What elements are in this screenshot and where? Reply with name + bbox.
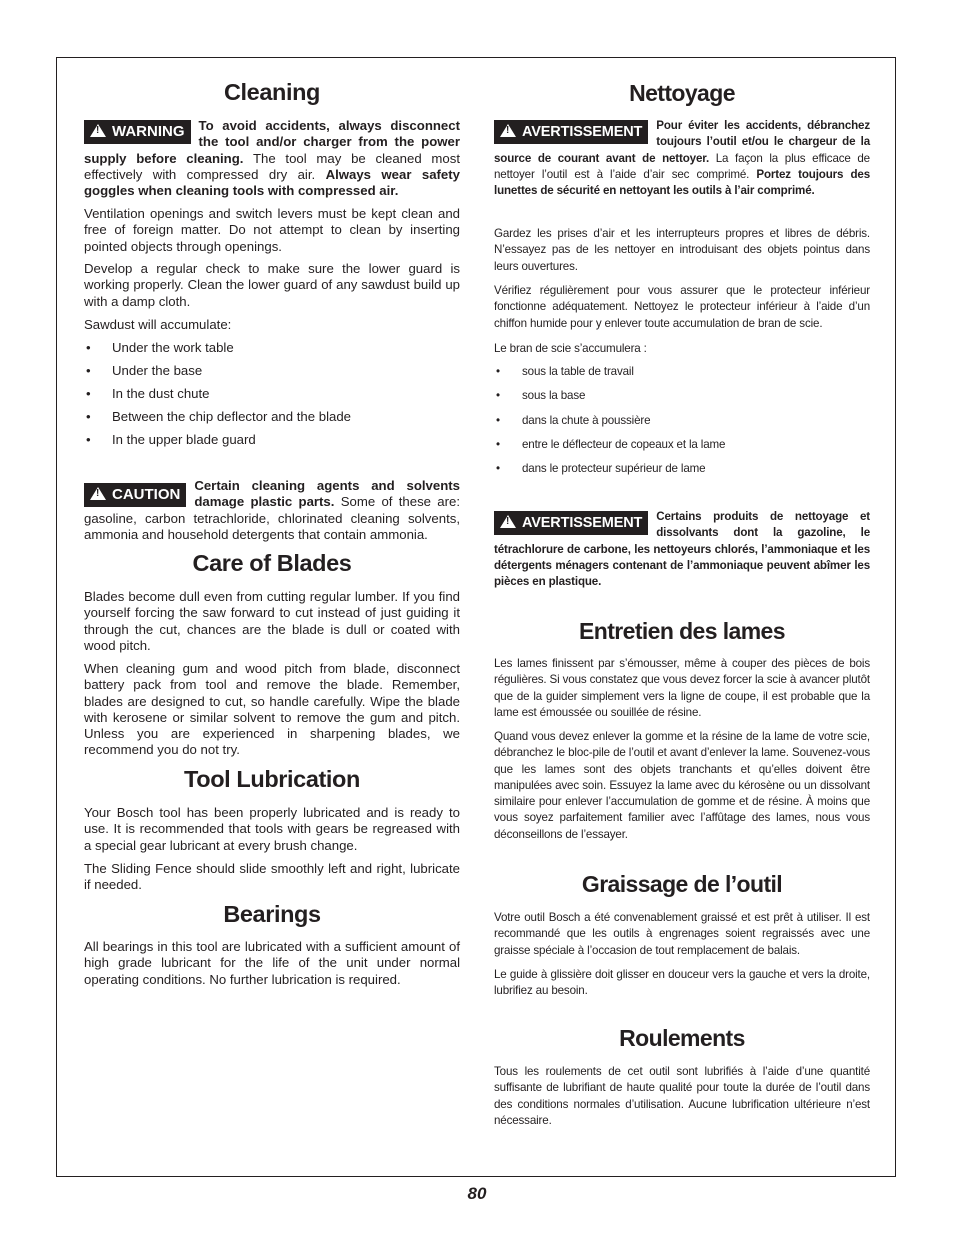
- list-item: • dans la chute à poussière: [494, 413, 870, 429]
- list-item: • In the dust chute: [84, 386, 460, 402]
- avertissement-bold-text: Pour éviter les accidents, débranchez toujours l’outil et/ou le chargeur de la source de courant avant de nettoyer.: [494, 119, 870, 165]
- avertissement-caution-block: [494, 509, 870, 590]
- warning-triangle-icon: [90, 487, 106, 500]
- roulements-heading: Roulements: [619, 1025, 745, 1051]
- avertissement-text: La façon la plus efficace de nettoyer l’outil est à l’aide d’air sec comprimé.: [494, 151, 870, 181]
- list-item: • Under the work table: [84, 340, 460, 356]
- list-item: • sous la base: [494, 388, 870, 404]
- blades-paragraph: Blades become dull even from cutting regular lumber. If you find yourself forcing the saw forward to cut instead of just guiding it through the cut, chances are the blade is dull or coated with wood pitch.: [84, 589, 460, 653]
- entretien-des-lames-heading: Entretien des lames: [579, 618, 785, 644]
- warning-text: The tool may be cleaned most effectively with compressed dry air.: [84, 150, 460, 182]
- cleaning-heading: Cleaning: [223, 79, 321, 105]
- nettoyage-heading: Nettoyage: [629, 80, 735, 106]
- lubrication-paragraph: The Sliding Fence should slide smoothly left and right, lubricate if needed.: [84, 861, 460, 893]
- warning-triangle-icon: [500, 124, 516, 137]
- cleaning-warning-block: [84, 118, 460, 199]
- bran-de-scie-list: [494, 364, 870, 477]
- bearings-paragraph: All bearings in this tool are lubricated with a sufficient amount of high grade lubricant for the life of the unit under normal operating conditions. No further lubrication is required.: [84, 939, 460, 987]
- roulements-paragraph: Tous les roulements de cet outil sont lubrifiés à l’aide d’une quantité suffisante de lubrifiant de haute qualité pour toute la durée de l’outil dans des conditions normales d’utilisation. Aucune lubrification ultérieure n’est nécessaire.: [494, 1065, 870, 1127]
- avertissement-badge: !AVERTISSEMENT: [494, 511, 648, 535]
- list-item: • entre le déflecteur de copeaux et la lame: [494, 437, 870, 453]
- list-item: • dans le protecteur supérieur de lame: [494, 461, 870, 477]
- warning-triangle-icon: [90, 124, 106, 137]
- lames-paragraph: Les lames finissent par s’émousser, même à couper des pièces de bois régulières. Si vous constatez que vous devez forcer la scie à avancer plutôt que de la guider simplement vers la ligne de coupe, il est probable que la lame est émoussée ou souillée de résine.: [494, 657, 870, 719]
- blades-paragraph: When cleaning gum and wood pitch from blade, disconnect battery pack from tool and remove the blade. Remember, blades are designed to cut, so handle carefully. Wipe the blade with kerosene or similar solvent to remove the gum and pitch. Unless you are experienced in sharpening blades, we recommend you do not try.: [84, 661, 460, 758]
- nettoyage-paragraph: Vérifiez régulièrement pour vous assurer que le protecteur inférieur fonctionne adéquatement. Nettoyez le protecteur inférieur à l’aide d’un chiffon humide pour y enlever toute accumulation de bran de scie.: [494, 284, 870, 330]
- warning-bold-text-2: Always wear safety goggles when cleaning tools with compressed air.: [84, 166, 460, 199]
- lubrication-paragraph: Your Bosch tool has been properly lubricated and is ready to use. It is recommended that tools with gears be regreased with a special gear lubricant at every brush change.: [84, 805, 460, 853]
- lames-paragraph: Quand vous devez enlever la gomme et la résine de la lame de votre scie, débranchez le bloc-pile de l’outil et avant d’enlever la lame. Souvenez-vous que les lames sont des objets tranchants et qu’elles doivent être manipulées avec soin. Essuyez la lame avec du kérosène ou un dissolvant similaire pour enlever l’accumulation de gomme et de résine. À moins que vous soyez parfaitement familier avec l’affûtage des lames, nous vous déconseillons de l’essayer.: [494, 730, 870, 841]
- caution-text: Some of these are: gasoline, carbon tetrachloride, chlorinated cleaning solvents, ammonia and household detergents that contain ammonia.: [84, 494, 461, 542]
- graissage-paragraph: Votre outil Bosch a été convenablement graissé et est prêt à utiliser. Il est recommandé que les outils à engrenages soient regraissés avec une graisse spéciale à l’occasion de tout remplacement de balais.: [494, 911, 870, 957]
- nettoyage-paragraph: Gardez les prises d’air et les interrupteurs propres et libres de débris. N’essayez pas de les nettoyer en introduisant des objets pointus dans leurs ouvertures.: [494, 227, 870, 273]
- warning-bold-text: To avoid accidents, always disconnect the tool and/or charger from the power supply before cleaning.: [84, 118, 460, 166]
- list-item: • Under the base: [84, 363, 460, 379]
- graissage-heading: Graissage de l’outil: [581, 871, 783, 897]
- avertissement-badge: !AVERTISSEMENT: [494, 120, 648, 144]
- tool-lubrication-heading: Tool Lubrication: [184, 766, 360, 792]
- sawdust-list: [84, 340, 460, 449]
- list-item: • Between the chip deflector and the blade: [84, 409, 460, 425]
- cleaning-paragraph: Sawdust will accumulate:: [84, 317, 232, 332]
- nettoyage-paragraph: Le bran de scie s’accumulera :: [494, 342, 647, 355]
- care-of-blades-heading: Care of Blades: [192, 550, 352, 576]
- caution-bold-text: Certain cleaning agents and solvents damage plastic parts.: [194, 478, 460, 510]
- graissage-paragraph: Le guide à glissière doit glisser en douceur vers la gauche et vers la droite, lubrifiez au besoin.: [494, 968, 870, 998]
- list-item: • sous la table de travail: [494, 364, 870, 380]
- bearings-heading: Bearings: [223, 901, 321, 927]
- cleaning-paragraph: Develop a regular check to make sure the lower guard is working properly. Clean the lower guard of any sawdust build up with a damp cloth.: [84, 261, 460, 309]
- page-number: 80: [467, 1184, 487, 1203]
- list-item: • In the upper blade guard: [84, 432, 460, 448]
- avertissement-bold-text-2: Portez toujours des lunettes de sécurité en nettoyant les outils à l’air comprimé.: [494, 167, 870, 198]
- avertissement-caution-bold-text: Certains produits de nettoyage et dissolvants dont la gazoline, le tétrachlorure de carbone, les nettoyeurs chlorés, l’ammoniaque et les détergents ménagers contenant de l’ammoniaque peuvent abîmer les pièces en plastique.: [494, 510, 870, 589]
- caution-badge: !CAUTION: [84, 483, 186, 507]
- warning-triangle-icon: [500, 515, 516, 528]
- page-frame: [56, 57, 896, 1177]
- cleaning-paragraph: Ventilation openings and switch levers must be kept clean and free of foreign matter. Do not attempt to clean by inserting pointed objects through openings.: [84, 206, 460, 254]
- warning-badge: !WARNING: [84, 120, 191, 144]
- caution-block: [84, 478, 460, 543]
- avertissement-block: [494, 118, 870, 199]
